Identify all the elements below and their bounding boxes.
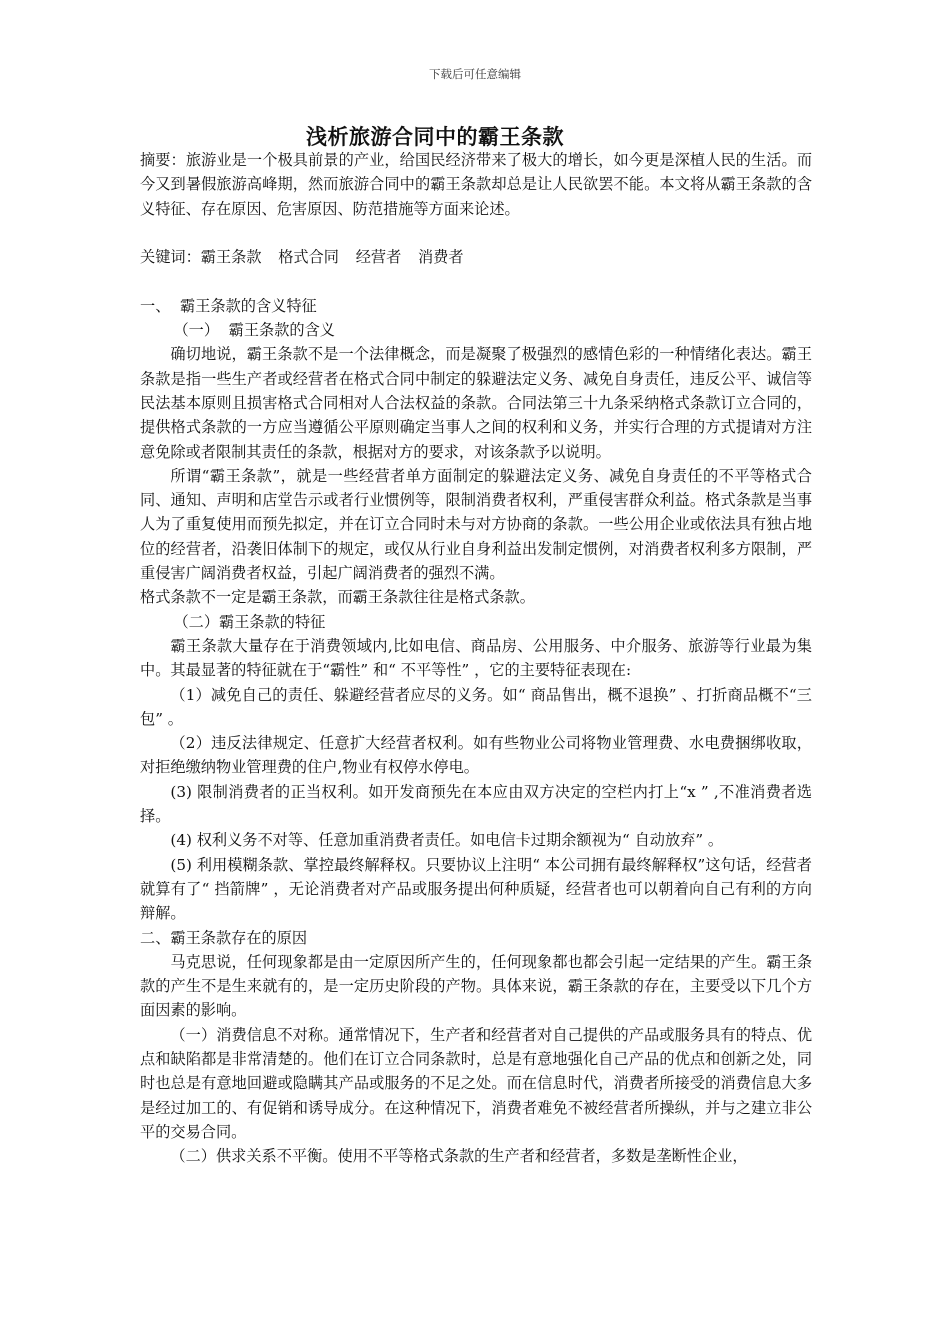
spacer bbox=[140, 221, 812, 245]
list-item: （2）违反法律规定、任意扩大经营者权利。如有些物业公司将物业管理费、水电费捆绑收取，对拒绝缴纳物业管理费的住户,物业有权停水停电。 bbox=[140, 734, 812, 777]
paragraph: 确切地说，霸王条款不是一个法律概念，而是凝聚了极强烈的感情色彩的一种情绪化表达。霸王条款是指一些生产者或经营者在格式合同中制定的躲避法定义务、减免自身责任，违反公平、诚信等民法基本原则且损害格式合同相对人合法权益的条款。合同法第三十九条采纳格式条款订立合同的，提供格式条款的一方应当遵循公平原则确定当事人之间的权利和义务，并实行合理的方式提请对方注意免除或者限制其责任的条款，根据对方的要求，对该条款予以说明。 bbox=[140, 345, 812, 461]
paragraph: 马克思说，任何现象都是由一定原因所产生的，任何现象都也都会引起一定结果的产生。霸王条款的产生不是生来就有的，是一定历史阶段的产物。具体来说，霸王条款的存在，主要受以下几个方面因素的影响。 bbox=[140, 952, 812, 1020]
subsection-1-1-heading: （一） 霸王条款的含义 bbox=[173, 321, 335, 340]
section-2-heading: 二、霸王条款存在的原因 bbox=[140, 928, 308, 947]
document-body bbox=[140, 148, 812, 1168]
header-note: 下载后可任意编辑 bbox=[429, 67, 521, 81]
keyword-term: 消费者 bbox=[417, 248, 464, 267]
keyword-term: 霸王条款 bbox=[200, 248, 262, 267]
keywords-label: 关键词： bbox=[140, 248, 201, 267]
paragraph: 所谓“霸王条款”，就是一些经营者单方面制定的躲避法定义务、减免自身责任的不平等格式合同、通知、声明和店堂告示或者行业惯例等，限制消费者权利，严重侵害群众利益。格式条款是当事人为了重复使用而预先拟定，并在订立合同时未与对方协商的条款。一些公用企业或依法具有独占地位的经营者，沿袭旧体制下的规定，或仅从行业自身利益出发制定惯例，对消费者权利多方限制，严重侵害广阔消费者权益，引起广阔消费者的强烈不满。 bbox=[140, 466, 812, 583]
paragraph: （二）供求关系不平衡。使用不平等格式条款的生产者和经营者，多数是垄断性企业， bbox=[170, 1147, 748, 1166]
section-1-heading: 一、 霸王条款的含义特征 bbox=[140, 296, 317, 315]
spacer bbox=[140, 269, 812, 293]
list-item: (3) 限制消费者的正当权利。如开发商预先在本应由双方决定的空栏内打上“x ” ,不准消费者选择。 bbox=[140, 782, 812, 826]
page-title: 浅析旅游合同中的霸王条款 bbox=[306, 124, 564, 149]
list-item: （1）减免自己的责任、躲避经营者应尽的义务。如“ 商品售出，概不退换” 、打折商品概不“三包” 。 bbox=[140, 685, 812, 728]
keyword-term: 格式合同 bbox=[278, 248, 339, 267]
paragraph: 格式条款不一定是霸王条款，而霸王条款往往是格式条款。 bbox=[140, 588, 535, 607]
paragraph: 霸王条款大量存在于消费领域内,比如电信、商品房、公用服务、中介服务、旅游等行业最为集中。其最显著的特征就在于“霸性” 和“ 不平等性” ，它的主要特征表现在: bbox=[140, 636, 812, 680]
subsection-1-2-heading: （二）霸王条款的特征 bbox=[173, 612, 326, 631]
paragraph: （一）消费信息不对称。通常情况下，生产者和经营者对自己提供的产品或服务具有的特点、优点和缺陷都是非常清楚的。他们在订立合同条款时，总是有意地强化自己产品的优点和创新之处，同时也总是有意地回避或隐瞒其产品或服务的不足之处。而在信息时代，消费者所接受的消费信息大多是经过加工的、有促销和诱导成分。在这种情况下，消费者难免不被经营者所操纵，并与之建立非公平的交易合同。 bbox=[140, 1025, 812, 1141]
abstract-paragraph: 摘要：旅游业是一个极具前景的产业，给国民经济带来了极大的增长，如今更是深植人民的生活。而今又到暑假旅游高峰期，然而旅游合同中的霸王条款却总是让人民欲罢不能。本文将从霸王条款的含义特征、存在原因、危害原因、防范措施等方面来论述。 bbox=[140, 151, 812, 218]
keywords-line bbox=[140, 245, 812, 269]
list-item: (4) 权利义务不对等、任意加重消费者责任。如电信卡过期余额视为“ 自动放弃” 。 bbox=[170, 831, 724, 850]
list-item: (5) 利用模糊条款、掌控最终解释权。只要协议上注明“ 本公司拥有最终解释权”这句话，经营者就算有了“ 挡箭牌” ，无论消费者对产品或服务提出何种质疑，经营者也可以朝着向自己有利的方向辩解。 bbox=[140, 855, 812, 923]
keyword-term: 经营者 bbox=[355, 248, 402, 267]
